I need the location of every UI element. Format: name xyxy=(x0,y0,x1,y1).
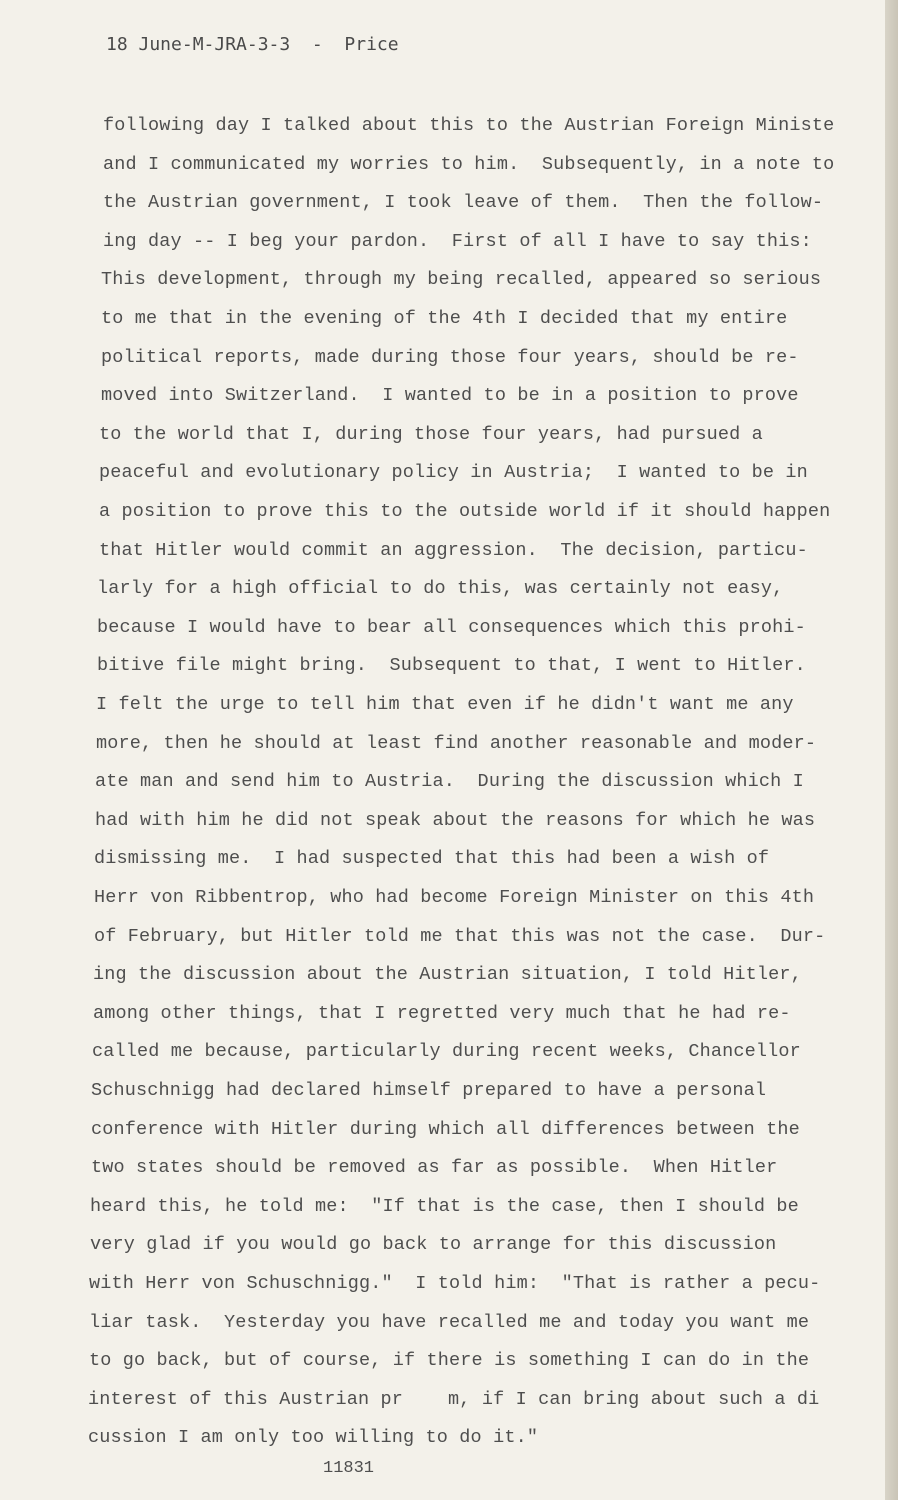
text-line: with Herr von Schuschnigg." I told him: "That is rather a pecu- xyxy=(89,1273,821,1294)
text-line: to go back, but of course, if there is something I can do in the xyxy=(89,1350,810,1371)
page-edge xyxy=(885,0,898,1500)
text-line: dismissing me. I had suspected that this had been a wish of xyxy=(94,848,770,869)
text-line: cussion I am only too willing to do it." xyxy=(88,1427,539,1448)
text-line: peaceful and evolutionary policy in Austria; I wanted to be in xyxy=(99,462,808,483)
text-line: had with him he did not speak about the reasons for which he was xyxy=(95,810,816,831)
text-line: interest of this Austrian pr m, if I can bring about such a di xyxy=(88,1389,820,1410)
text-line: larly for a high official to do this, was certainly not easy, xyxy=(97,578,784,599)
text-line: ing the discussion about the Austrian situation, I told Hitler, xyxy=(93,964,802,985)
text-line: Schuschnigg had declared himself prepared to have a personal xyxy=(91,1080,767,1101)
text-line: because I would have to bear all consequences which this prohi- xyxy=(97,617,806,638)
text-line: I felt the urge to tell him that even if he didn't want me any xyxy=(96,694,794,715)
text-line: that Hitler would commit an aggression. The decision, particu- xyxy=(99,540,808,561)
page-number: 11831 xyxy=(323,1459,375,1478)
text-line: ate man and send him to Austria. During the discussion which I xyxy=(95,771,804,792)
text-line: called me because, particularly during recent weeks, Chancellor xyxy=(92,1041,801,1062)
text-line: a position to prove this to the outside world if it should happen xyxy=(99,501,831,522)
text-line: liar task. Yesterday you have recalled me and today you want me xyxy=(89,1312,810,1333)
text-line: the Austrian government, I took leave of them. Then the follow- xyxy=(103,192,824,213)
document-header: 18 June-M-JRA-3-3 - Price xyxy=(106,34,399,55)
text-line: following day I talked about this to the Austrian Foreign Ministe xyxy=(103,115,835,136)
text-line: to me that in the evening of the 4th I decided that my entire xyxy=(101,308,788,329)
text-line: and I communicated my worries to him. Subsequently, in a note to xyxy=(103,154,835,175)
text-line: moved into Switzerland. I wanted to be in a position to prove xyxy=(101,385,799,406)
text-line: to the world that I, during those four years, had pursued a xyxy=(99,424,763,445)
text-line: bitive file might bring. Subsequent to that, I went to Hitler. xyxy=(97,655,806,676)
text-line: ing day -- I beg your pardon. First of all I have to say this: xyxy=(103,231,812,252)
text-line: Herr von Ribbentrop, who had become Foreign Minister on this 4th xyxy=(94,887,815,908)
text-line: of February, but Hitler told me that this was not the case. Dur- xyxy=(94,926,826,947)
text-line: This development, through my being recalled, appeared so serious xyxy=(101,269,822,290)
text-line: political reports, made during those four years, should be re- xyxy=(101,347,799,368)
text-line: two states should be removed as far as possible. When Hitler xyxy=(91,1157,778,1178)
text-line: conference with Hitler during which all differences between the xyxy=(91,1119,800,1140)
text-line: among other things, that I regretted very much that he had re- xyxy=(93,1003,791,1024)
text-line: heard this, he told me: "If that is the case, then I should be xyxy=(90,1196,799,1217)
text-line: very glad if you would go back to arrange for this discussion xyxy=(90,1234,777,1255)
text-line: more, then he should at least find another reasonable and moder- xyxy=(96,733,817,754)
